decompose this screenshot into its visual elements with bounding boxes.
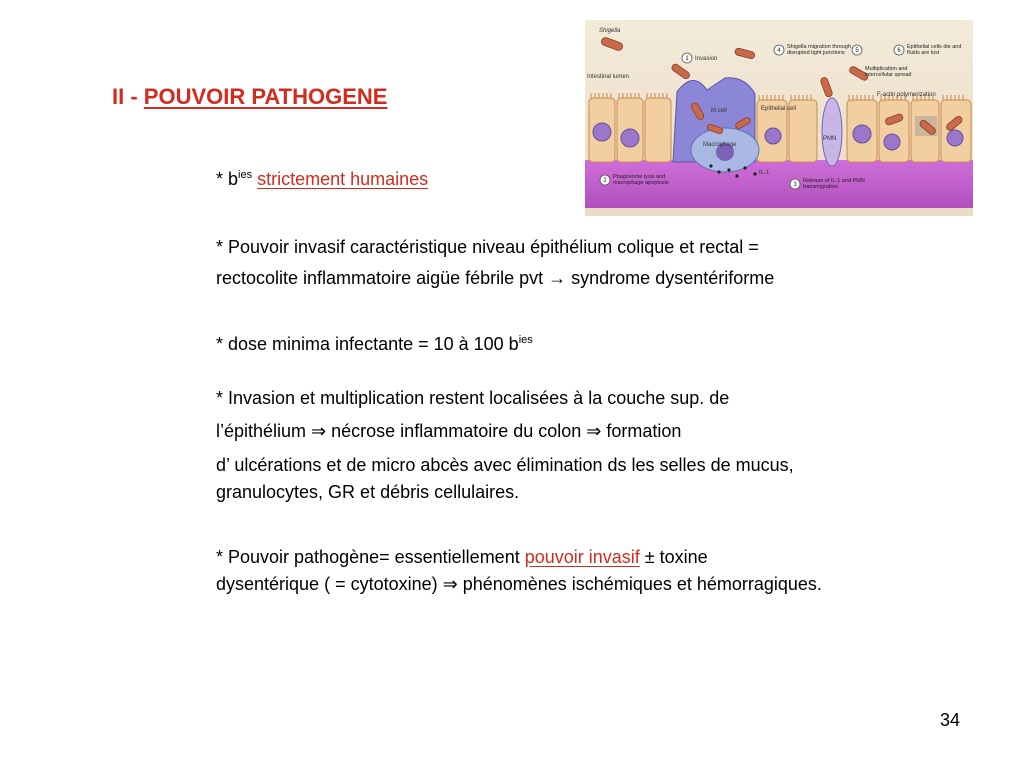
bullet-3 bbox=[216, 333, 533, 355]
slide-title bbox=[112, 84, 387, 110]
label-epithelial-cell: Epithelial cell bbox=[761, 106, 797, 112]
step-number-6: 6 bbox=[897, 48, 901, 54]
bullet-4-line-1: * Invasion et multiplication restent localisées à la couche sup. de bbox=[216, 388, 730, 408]
label-m-cell: M cell bbox=[711, 108, 727, 114]
step-number-5: 5 bbox=[855, 48, 859, 54]
page-number: 34 bbox=[940, 710, 961, 730]
bullet-3-superscript: ies bbox=[518, 334, 533, 346]
bullet-1-text: * b bbox=[216, 169, 239, 189]
step-number-1: 1 bbox=[685, 56, 689, 62]
title-prefix: II - bbox=[112, 84, 144, 109]
bullet-4-line-2 bbox=[216, 420, 681, 442]
implies-arrow: ⇒ bbox=[311, 421, 327, 441]
pmn-cell bbox=[822, 98, 842, 166]
strictement-humaines-link[interactable]: strictement humaines bbox=[257, 169, 429, 189]
step-number-3: 3 bbox=[793, 182, 797, 188]
step-number-2: 2 bbox=[603, 178, 607, 184]
bullet-5-line-1b: ± toxine bbox=[639, 547, 708, 567]
label-step2: Phagosome lysis and macrophage apoptosis bbox=[613, 174, 669, 186]
step-number-4: 4 bbox=[777, 48, 781, 54]
label-intestinal-lumen: Intestinal lumen bbox=[587, 74, 630, 80]
bullet-4-line-2c: formation bbox=[601, 421, 682, 441]
label-step1: Invasion bbox=[695, 56, 718, 62]
label-step5: Multiplication and intercellular spread bbox=[865, 66, 912, 78]
label-macrophage: Macrophage bbox=[703, 142, 737, 148]
label-step3: Release of IL-1 and PMN transmigration bbox=[803, 178, 865, 190]
pouvoir-invasif-link[interactable]: pouvoir invasif bbox=[524, 547, 640, 567]
implies-arrow: ⇒ bbox=[442, 574, 458, 594]
bullet-1-superscript: ies bbox=[238, 169, 253, 181]
bullet-1 bbox=[216, 168, 428, 190]
label-factin: F-actin polymerization bbox=[877, 92, 936, 98]
label-step6: Epithelial cells die and fluids are lost bbox=[907, 44, 962, 56]
label-step4: Shigella migration through disrupted tight junctions bbox=[787, 44, 851, 56]
label-shigella: Shigella bbox=[599, 28, 621, 34]
bullet-2-line-2: rectocolite inflammatoire aigüe fébrile pvt → syndrome dysentériforme bbox=[216, 268, 775, 288]
bullet-5-line-1 bbox=[216, 546, 708, 568]
bullet-5-line-1a: * Pouvoir pathogène= essentiellement bbox=[216, 547, 525, 567]
bullet-4-line-3: d’ ulcérations et de micro abcès avec élimination ds les selles de mucus, bbox=[216, 455, 794, 475]
bullet-5-line-2 bbox=[216, 573, 822, 595]
bullet-4-line-4: granulocytes, GR et débris cellulaires. bbox=[216, 482, 520, 502]
bullet-3-text: * dose minima infectante = 10 à 100 b bbox=[216, 334, 519, 354]
pathogenesis-diagram bbox=[585, 20, 973, 216]
shigella-pathogenesis-figure bbox=[585, 20, 973, 216]
title-main: POUVOIR PATHOGENE bbox=[143, 84, 388, 109]
bullet-5-line-2a: dysentérique ( = cytotoxine) bbox=[216, 574, 443, 594]
label-il1: IL-1 bbox=[759, 170, 770, 176]
bullet-2-line-1: * Pouvoir invasif caractéristique niveau épithélium colique et rectal = bbox=[216, 237, 759, 257]
label-pmn: PMN bbox=[823, 136, 837, 142]
bullet-4-line-2b: nécrose inflammatoire du colon bbox=[326, 421, 587, 441]
bullet-5-line-2b: phénomènes ischémiques et hémorragiques. bbox=[457, 574, 822, 594]
bullet-4-line-2a: l’épithélium bbox=[216, 421, 312, 441]
implies-arrow: ⇒ bbox=[586, 421, 602, 441]
